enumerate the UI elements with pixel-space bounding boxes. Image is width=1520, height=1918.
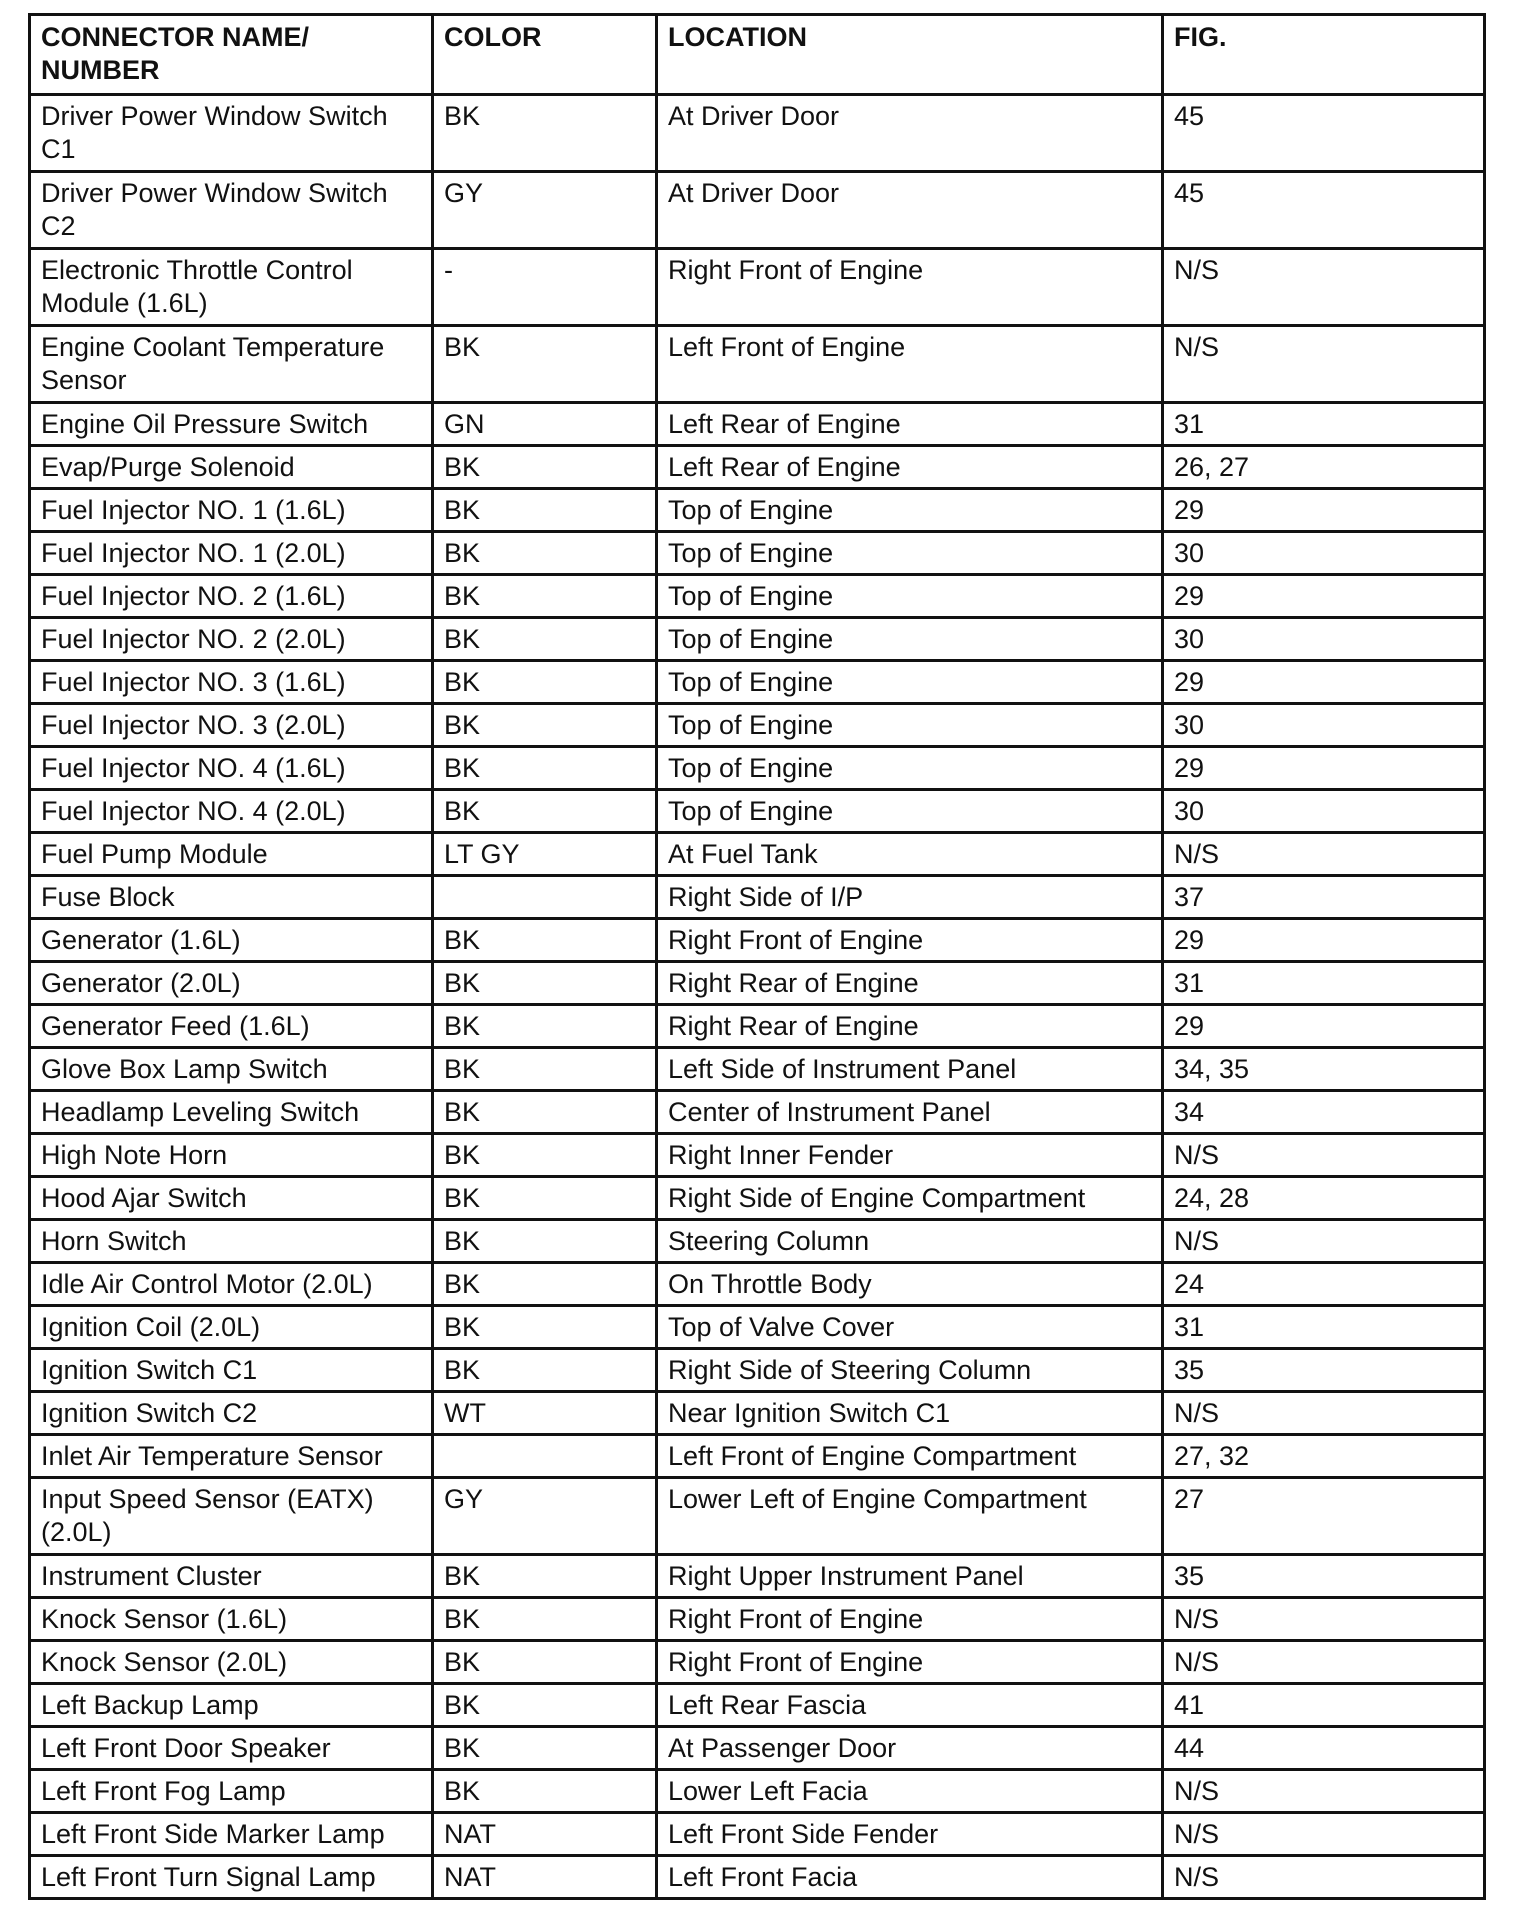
cell-fig: N/S	[1163, 1134, 1485, 1177]
header-row	[30, 15, 1485, 95]
table-row	[30, 1091, 1485, 1134]
cell-location: Right Rear of Engine	[657, 962, 1163, 1005]
cell-connector-name: Left Front Side Marker Lamp	[30, 1813, 433, 1856]
cell-connector-name: Driver Power Window Switch C2	[30, 172, 433, 249]
cell-connector-name: Engine Coolant Temperature Sensor	[30, 326, 433, 403]
cell-color: BK	[433, 1555, 657, 1598]
cell-color: BK	[433, 747, 657, 790]
table-row	[30, 1435, 1485, 1478]
cell-color: BK	[433, 489, 657, 532]
cell-connector-name: Electronic Throttle Control Module (1.6L)	[30, 249, 433, 326]
cell-fig: N/S	[1163, 1641, 1485, 1684]
table-row	[30, 1641, 1485, 1684]
cell-color: BK	[433, 95, 657, 172]
cell-fig: 24, 28	[1163, 1177, 1485, 1220]
table-row	[30, 1813, 1485, 1856]
cell-color: BK	[433, 1349, 657, 1392]
cell-fig: 31	[1163, 962, 1485, 1005]
table-row	[30, 489, 1485, 532]
cell-connector-name: Horn Switch	[30, 1220, 433, 1263]
cell-fig: 29	[1163, 1005, 1485, 1048]
table-row	[30, 1134, 1485, 1177]
cell-color: BK	[433, 1770, 657, 1813]
cell-location: Steering Column	[657, 1220, 1163, 1263]
cell-color: BK	[433, 1306, 657, 1349]
cell-location: Right Front of Engine	[657, 919, 1163, 962]
table-row	[30, 172, 1485, 249]
cell-location: At Driver Door	[657, 95, 1163, 172]
cell-fig: N/S	[1163, 833, 1485, 876]
table-row	[30, 962, 1485, 1005]
cell-color	[433, 1435, 657, 1478]
cell-connector-name: Ignition Coil (2.0L)	[30, 1306, 433, 1349]
header-color: COLOR	[433, 15, 657, 95]
cell-location: Top of Engine	[657, 704, 1163, 747]
header-location: LOCATION	[657, 15, 1163, 95]
cell-fig: N/S	[1163, 326, 1485, 403]
table-row	[30, 1005, 1485, 1048]
cell-connector-name: Left Front Turn Signal Lamp	[30, 1856, 433, 1899]
cell-color: NAT	[433, 1813, 657, 1856]
table-row	[30, 1263, 1485, 1306]
cell-connector-name: High Note Horn	[30, 1134, 433, 1177]
cell-connector-name: Inlet Air Temperature Sensor	[30, 1435, 433, 1478]
cell-connector-name: Fuel Injector NO. 2 (2.0L)	[30, 618, 433, 661]
cell-fig: 41	[1163, 1684, 1485, 1727]
cell-fig: 31	[1163, 403, 1485, 446]
cell-color: BK	[433, 790, 657, 833]
table-row	[30, 1684, 1485, 1727]
table-row	[30, 661, 1485, 704]
cell-color: BK	[433, 1263, 657, 1306]
cell-color: BK	[433, 919, 657, 962]
cell-color: BK	[433, 1134, 657, 1177]
table-row	[30, 1392, 1485, 1435]
cell-fig: 29	[1163, 489, 1485, 532]
table-row	[30, 532, 1485, 575]
table-row	[30, 747, 1485, 790]
cell-connector-name: Hood Ajar Switch	[30, 1177, 433, 1220]
cell-location: Right Upper Instrument Panel	[657, 1555, 1163, 1598]
cell-fig: N/S	[1163, 1813, 1485, 1856]
table-row	[30, 1306, 1485, 1349]
cell-fig: 31	[1163, 1306, 1485, 1349]
cell-connector-name: Evap/Purge Solenoid	[30, 446, 433, 489]
cell-location: Right Side of Engine Compartment	[657, 1177, 1163, 1220]
table-row	[30, 1177, 1485, 1220]
cell-color: BK	[433, 1220, 657, 1263]
cell-location: Left Rear of Engine	[657, 403, 1163, 446]
cell-location: Center of Instrument Panel	[657, 1091, 1163, 1134]
cell-color: GY	[433, 1478, 657, 1555]
cell-color: BK	[433, 326, 657, 403]
table-row	[30, 876, 1485, 919]
cell-color: BK	[433, 1727, 657, 1770]
cell-color: LT GY	[433, 833, 657, 876]
cell-location: Top of Engine	[657, 661, 1163, 704]
cell-location: At Passenger Door	[657, 1727, 1163, 1770]
cell-location: Top of Engine	[657, 747, 1163, 790]
cell-color: BK	[433, 1005, 657, 1048]
cell-location: On Throttle Body	[657, 1263, 1163, 1306]
table-row	[30, 1598, 1485, 1641]
cell-connector-name: Headlamp Leveling Switch	[30, 1091, 433, 1134]
cell-connector-name: Input Speed Sensor (EATX) (2.0L)	[30, 1478, 433, 1555]
cell-color: BK	[433, 962, 657, 1005]
cell-fig: 24	[1163, 1263, 1485, 1306]
cell-location: Right Side of I/P	[657, 876, 1163, 919]
cell-fig: 29	[1163, 575, 1485, 618]
cell-connector-name: Left Backup Lamp	[30, 1684, 433, 1727]
cell-connector-name: Generator Feed (1.6L)	[30, 1005, 433, 1048]
cell-connector-name: Left Front Door Speaker	[30, 1727, 433, 1770]
table-row	[30, 1727, 1485, 1770]
cell-fig: 29	[1163, 919, 1485, 962]
table-row	[30, 403, 1485, 446]
cell-fig: 30	[1163, 618, 1485, 661]
cell-location: Left Front of Engine Compartment	[657, 1435, 1163, 1478]
cell-connector-name: Fuel Injector NO. 1 (1.6L)	[30, 489, 433, 532]
cell-location: Left Front of Engine	[657, 326, 1163, 403]
cell-connector-name: Knock Sensor (2.0L)	[30, 1641, 433, 1684]
cell-color: GN	[433, 403, 657, 446]
cell-color: BK	[433, 575, 657, 618]
cell-color: BK	[433, 446, 657, 489]
table-row	[30, 790, 1485, 833]
cell-color: BK	[433, 704, 657, 747]
cell-location: Top of Engine	[657, 575, 1163, 618]
cell-color: GY	[433, 172, 657, 249]
table-row	[30, 1555, 1485, 1598]
table-body	[30, 95, 1485, 1899]
cell-location: Top of Valve Cover	[657, 1306, 1163, 1349]
table-row	[30, 1856, 1485, 1899]
cell-location: Top of Engine	[657, 489, 1163, 532]
cell-connector-name: Fuel Injector NO. 1 (2.0L)	[30, 532, 433, 575]
cell-location: Left Side of Instrument Panel	[657, 1048, 1163, 1091]
table-row	[30, 446, 1485, 489]
cell-color: WT	[433, 1392, 657, 1435]
table-row	[30, 833, 1485, 876]
cell-color: NAT	[433, 1856, 657, 1899]
cell-location: Lower Left of Engine Compartment	[657, 1478, 1163, 1555]
table-row	[30, 249, 1485, 326]
cell-connector-name: Fuel Injector NO. 4 (1.6L)	[30, 747, 433, 790]
cell-fig: 27	[1163, 1478, 1485, 1555]
cell-fig: 45	[1163, 172, 1485, 249]
cell-connector-name: Glove Box Lamp Switch	[30, 1048, 433, 1091]
cell-color: BK	[433, 1684, 657, 1727]
cell-color: BK	[433, 1598, 657, 1641]
cell-connector-name: Idle Air Control Motor (2.0L)	[30, 1263, 433, 1306]
cell-fig: 44	[1163, 1727, 1485, 1770]
table-row	[30, 575, 1485, 618]
cell-location: Right Front of Engine	[657, 1641, 1163, 1684]
cell-connector-name: Generator (2.0L)	[30, 962, 433, 1005]
cell-color: BK	[433, 1641, 657, 1684]
cell-color: BK	[433, 1091, 657, 1134]
cell-color	[433, 876, 657, 919]
table-row	[30, 618, 1485, 661]
cell-fig: 37	[1163, 876, 1485, 919]
cell-connector-name: Fuel Injector NO. 4 (2.0L)	[30, 790, 433, 833]
cell-fig: N/S	[1163, 1856, 1485, 1899]
cell-fig: 34	[1163, 1091, 1485, 1134]
cell-location: Left Front Facia	[657, 1856, 1163, 1899]
table-row	[30, 704, 1485, 747]
cell-color: -	[433, 249, 657, 326]
cell-connector-name: Generator (1.6L)	[30, 919, 433, 962]
table-row	[30, 1770, 1485, 1813]
cell-connector-name: Instrument Cluster	[30, 1555, 433, 1598]
cell-connector-name: Knock Sensor (1.6L)	[30, 1598, 433, 1641]
cell-color: BK	[433, 532, 657, 575]
cell-location: Left Rear of Engine	[657, 446, 1163, 489]
table-row	[30, 1349, 1485, 1392]
cell-fig: 29	[1163, 661, 1485, 704]
cell-fig: N/S	[1163, 1770, 1485, 1813]
cell-location: Top of Engine	[657, 618, 1163, 661]
cell-location: Left Front Side Fender	[657, 1813, 1163, 1856]
cell-location: Top of Engine	[657, 790, 1163, 833]
cell-location: Right Side of Steering Column	[657, 1349, 1163, 1392]
cell-color: BK	[433, 1048, 657, 1091]
cell-fig: N/S	[1163, 1598, 1485, 1641]
cell-fig: 34, 35	[1163, 1048, 1485, 1091]
table-row	[30, 1478, 1485, 1555]
cell-location: Right Front of Engine	[657, 1598, 1163, 1641]
cell-connector-name: Left Front Fog Lamp	[30, 1770, 433, 1813]
cell-fig: N/S	[1163, 1392, 1485, 1435]
cell-color: BK	[433, 618, 657, 661]
cell-connector-name: Driver Power Window Switch C1	[30, 95, 433, 172]
cell-fig: 26, 27	[1163, 446, 1485, 489]
cell-location: Lower Left Facia	[657, 1770, 1163, 1813]
table-row	[30, 1048, 1485, 1091]
cell-location: Right Front of Engine	[657, 249, 1163, 326]
cell-fig: 30	[1163, 790, 1485, 833]
cell-fig: 30	[1163, 704, 1485, 747]
cell-connector-name: Fuel Pump Module	[30, 833, 433, 876]
cell-fig: 27, 32	[1163, 1435, 1485, 1478]
cell-fig: 35	[1163, 1555, 1485, 1598]
cell-color: BK	[433, 661, 657, 704]
cell-fig: 29	[1163, 747, 1485, 790]
cell-location: At Fuel Tank	[657, 833, 1163, 876]
cell-fig: 45	[1163, 95, 1485, 172]
cell-location: Left Rear Fascia	[657, 1684, 1163, 1727]
cell-fig: 30	[1163, 532, 1485, 575]
connector-table	[28, 13, 1486, 1900]
cell-location: Right Inner Fender	[657, 1134, 1163, 1177]
cell-fig: 35	[1163, 1349, 1485, 1392]
cell-color: BK	[433, 1177, 657, 1220]
cell-connector-name: Fuel Injector NO. 2 (1.6L)	[30, 575, 433, 618]
cell-connector-name: Ignition Switch C2	[30, 1392, 433, 1435]
table-row	[30, 95, 1485, 172]
cell-connector-name: Ignition Switch C1	[30, 1349, 433, 1392]
cell-connector-name: Fuel Injector NO. 3 (1.6L)	[30, 661, 433, 704]
cell-location: At Driver Door	[657, 172, 1163, 249]
cell-connector-name: Fuse Block	[30, 876, 433, 919]
cell-location: Top of Engine	[657, 532, 1163, 575]
cell-location: Near Ignition Switch C1	[657, 1392, 1163, 1435]
table-row	[30, 326, 1485, 403]
table-row	[30, 1220, 1485, 1263]
cell-location: Right Rear of Engine	[657, 1005, 1163, 1048]
cell-fig: N/S	[1163, 1220, 1485, 1263]
cell-fig: N/S	[1163, 249, 1485, 326]
table-row	[30, 919, 1485, 962]
cell-connector-name: Engine Oil Pressure Switch	[30, 403, 433, 446]
header-fig: FIG.	[1163, 15, 1485, 95]
header-connector-name: CONNECTOR NAME/ NUMBER	[30, 15, 433, 95]
cell-connector-name: Fuel Injector NO. 3 (2.0L)	[30, 704, 433, 747]
